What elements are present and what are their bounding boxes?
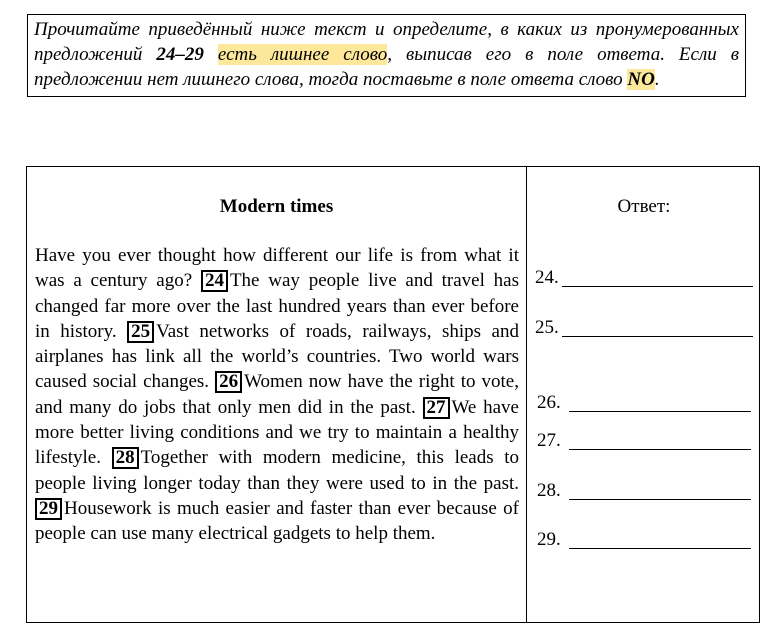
sentence-text: Women now have the right to vote, and many do jobs that only men did in the past. (35, 371, 519, 418)
sentence-number-25: 25 (127, 321, 154, 343)
story-text (35, 243, 519, 547)
sentence-text: The way people live and travel has changed far more over the last hundred years than ever before in history. (35, 270, 519, 342)
answer-label: 26. (537, 392, 561, 413)
answer-row-28 (537, 480, 561, 504)
answer-row-24 (535, 267, 559, 291)
sentence-number-28: 28 (112, 447, 139, 469)
answer-label: 28. (537, 480, 561, 501)
sentence-text: We have more better living conditions and we try to maintain a healthy lifestyle. (35, 396, 519, 469)
instruction-highlight: есть лишнее слово (217, 44, 388, 65)
sentence-text: Together with modern medicine, this leads to people living longer today than they were used to in the past. (35, 447, 519, 494)
answer-input-line[interactable] (562, 336, 753, 337)
sentence-text: Housework is much easier and faster than ever because of people can use many electrical gadgets to help them. (35, 497, 519, 545)
sentence-text: Have you ever thought how different our life is from what it was a century ago? (35, 245, 519, 292)
answer-label: 25. (535, 317, 559, 338)
answer-input-line[interactable] (569, 411, 751, 412)
answer-row-25 (535, 317, 559, 341)
sentence-number-26: 26 (215, 371, 242, 393)
answer-input-line[interactable] (562, 286, 753, 287)
sentence-number-27: 27 (423, 397, 450, 419)
answer-label: 29. (537, 529, 561, 550)
answer-row-27 (537, 430, 561, 454)
answer-input-line[interactable] (569, 548, 751, 549)
answer-header: Ответ: (617, 196, 671, 217)
instruction-space (204, 44, 218, 65)
instruction-end: . (654, 69, 660, 90)
exercise-table (26, 166, 760, 623)
sentence-range: 24–29 (156, 44, 204, 65)
sentence-number-29: 29 (35, 498, 62, 520)
answer-input-line[interactable] (569, 499, 751, 500)
instruction-text-2: , выписав его в поле ответа. Если в предложении нет лишнего слова, тогда поставьте в поле ответа слово (34, 44, 740, 90)
no-keyword: NO (627, 69, 655, 90)
task-instruction (27, 14, 746, 97)
instruction-text: Прочитайте приведённый ниже текст и определите, в каких из пронумерованных предложений (34, 19, 739, 65)
sentence-number-24: 24 (201, 270, 228, 292)
column-divider (526, 167, 527, 622)
text-title: Modern times (219, 196, 334, 217)
answer-row-29 (537, 529, 561, 553)
answer-label: 27. (537, 430, 561, 451)
answer-label: 24. (535, 267, 559, 288)
answer-row-26 (537, 392, 561, 416)
answer-input-line[interactable] (569, 449, 751, 450)
sentence-text: Vast networks of roads, railways, ships and airplanes has link all the world’s countries. Two world wars caused social changes. (35, 320, 519, 393)
